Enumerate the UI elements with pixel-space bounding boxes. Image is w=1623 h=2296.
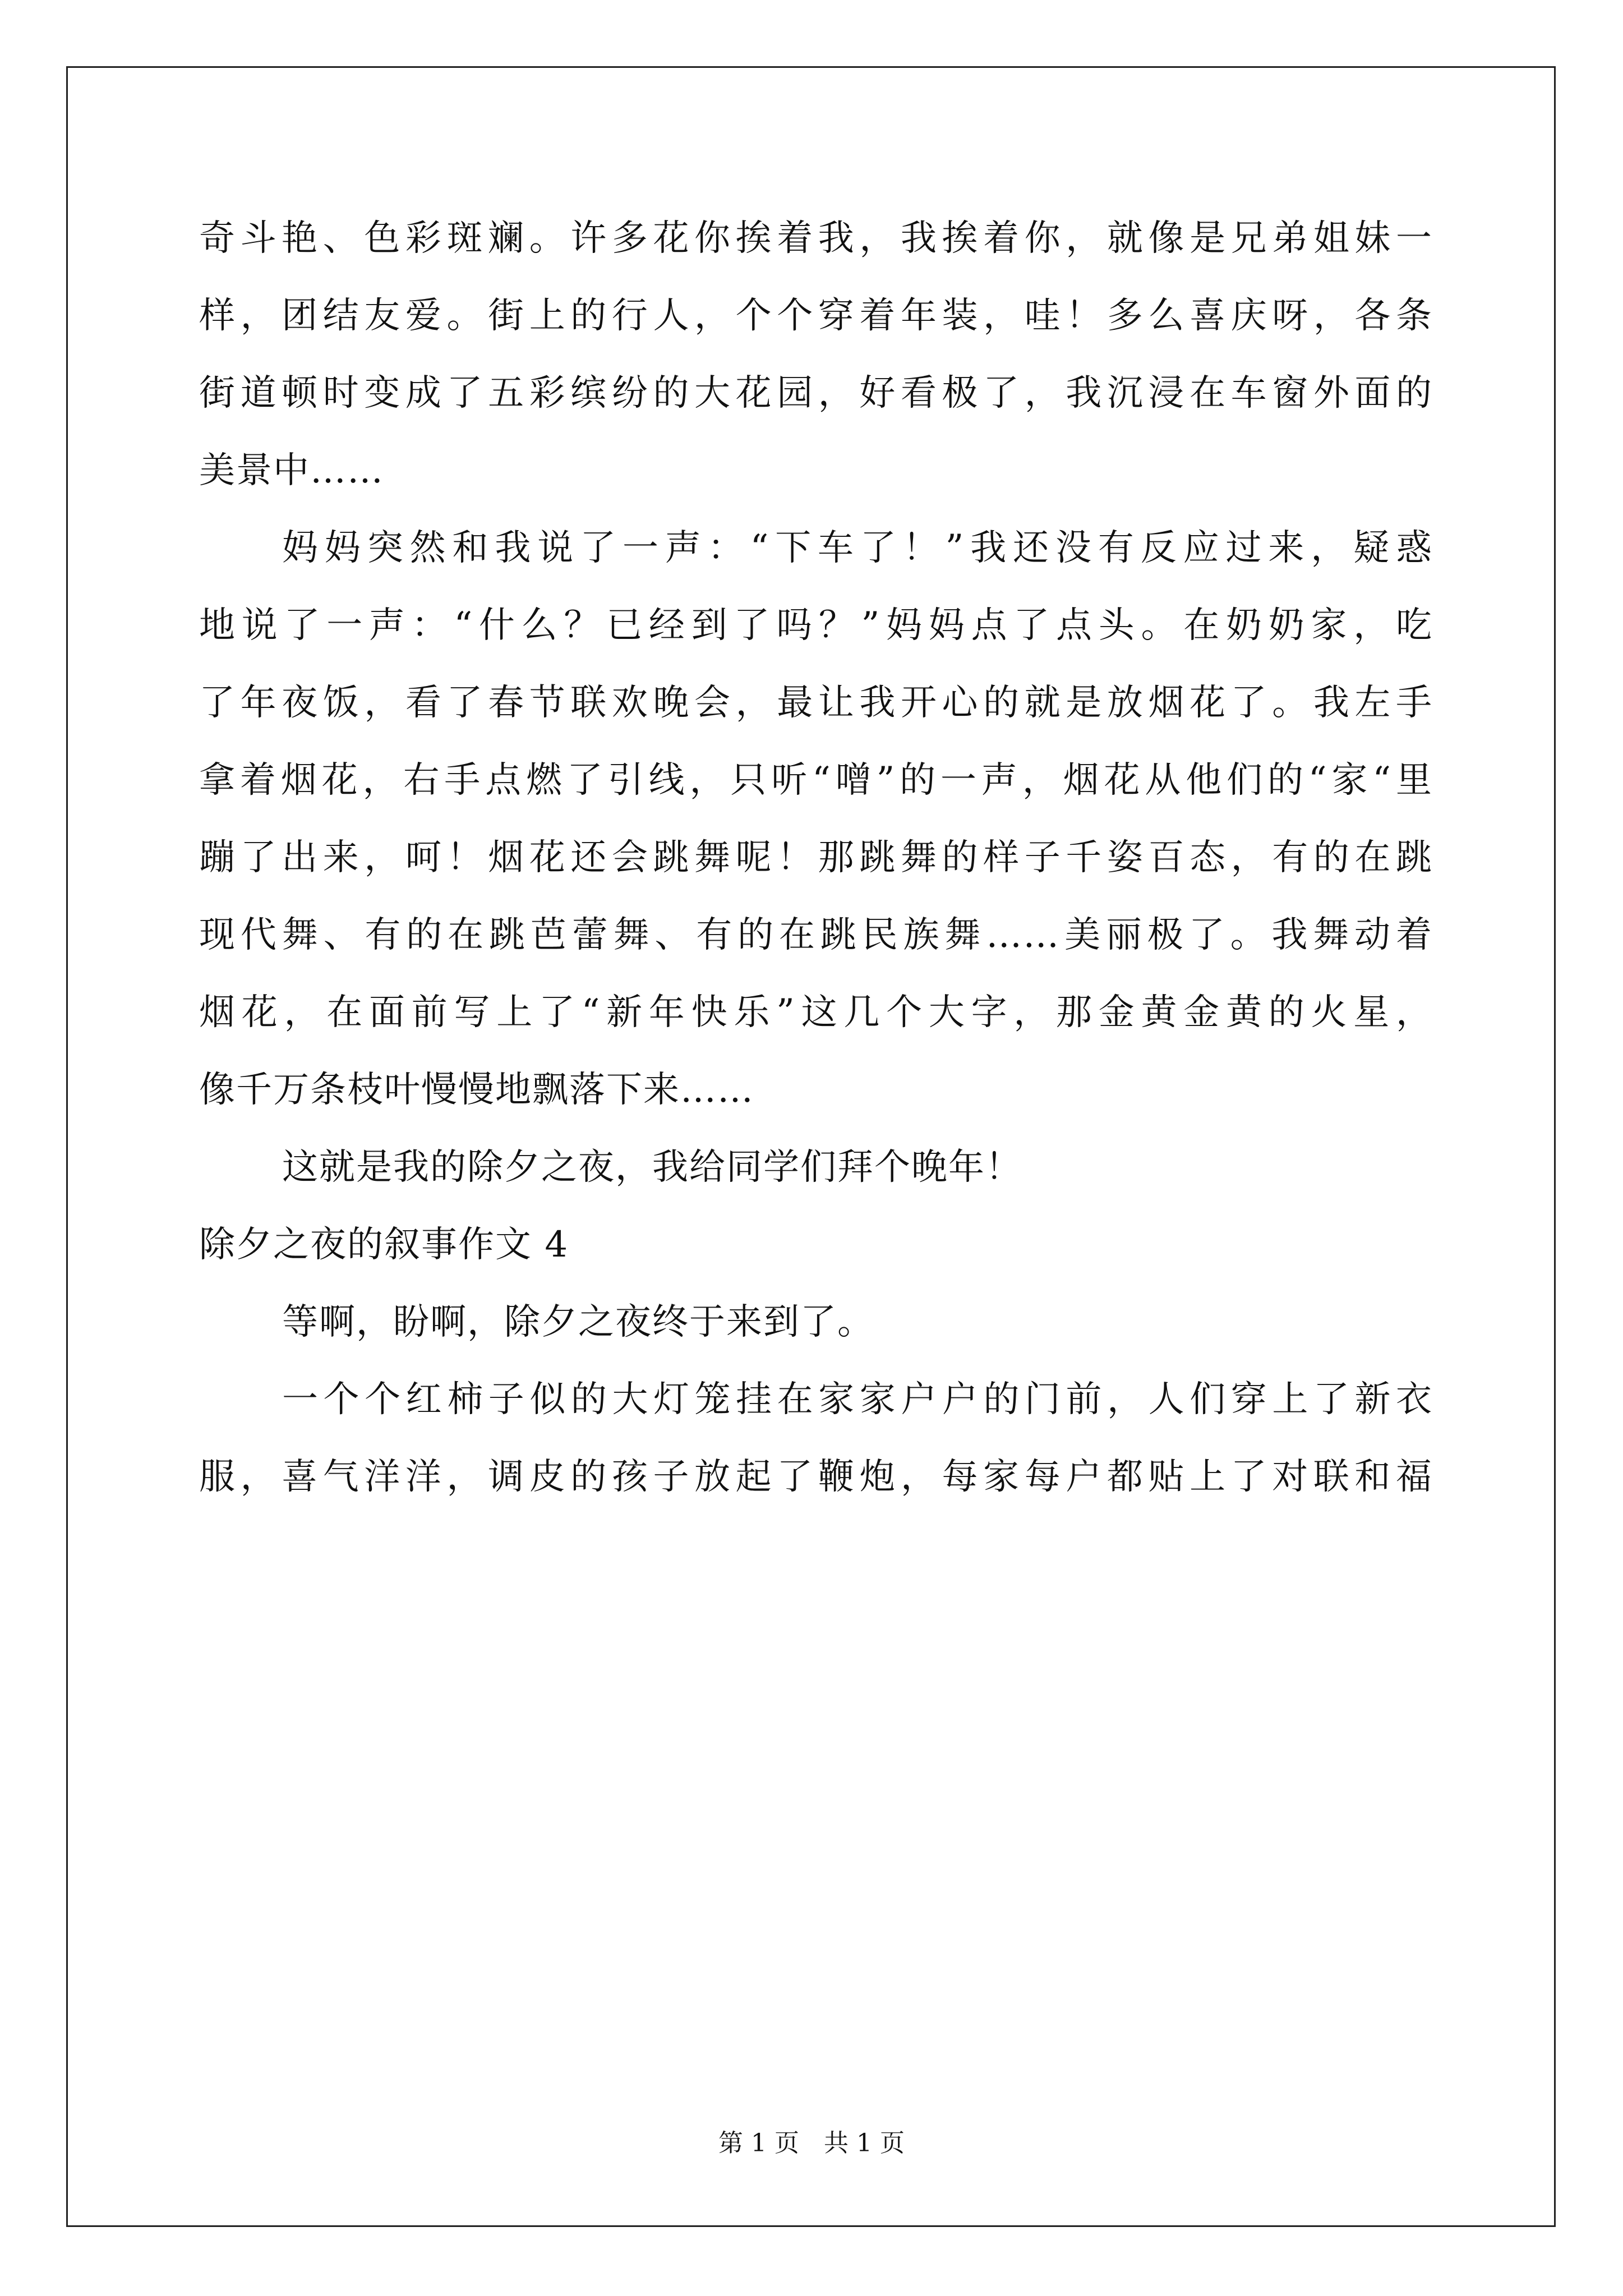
paragraph-line: 奇斗艳、色彩斑斓。许多花你挨着我，我挨着你，就像是兄弟姐妹一: [199, 218, 1433, 259]
paragraph-line: 地说了一声：“什么？已经到了吗？”妈妈点了点头。在奶奶家，吃: [199, 605, 1433, 646]
paragraph-line: 一个个红柿子似的大灯笼挂在家家户户的门前，人们穿上了新衣: [282, 1379, 1433, 1420]
paragraph-line: 这就是我的除夕之夜，我给同学们拜个晚年！: [282, 1147, 1022, 1188]
page-number-footer: 第 1 页 共 1 页: [718, 2129, 905, 2157]
paragraph-line: 像千万条枝叶慢慢地飘落下来……: [199, 1069, 754, 1111]
paragraph-line: 烟花，在面前写上了“新年快乐”这几个大字，那金黄金黄的火星，: [199, 992, 1433, 1033]
paragraph-line: 妈妈突然和我说了一声：“下车了！”我还没有反应过来，疑惑: [282, 527, 1433, 569]
paragraph-line: 街道顿时变成了五彩缤纷的大花园，好看极了，我沉浸在车窗外面的: [199, 372, 1433, 414]
paragraph-line: 了年夜饭，看了春节联欢晚会，最让我开心的就是放烟花了。我左手: [199, 682, 1433, 724]
paragraph-line: 现代舞、有的在跳芭蕾舞、有的在跳民族舞……美丽极了。我舞动着: [199, 914, 1433, 956]
paragraph-line: 蹦了出来，呵！烟花还会跳舞呢！那跳舞的样子千姿百态，有的在跳: [199, 837, 1433, 878]
section-heading: 除夕之夜的叙事作文 4: [199, 1224, 569, 1266]
paragraph-line: 等啊，盼啊，除夕之夜终于来到了。: [282, 1301, 874, 1343]
paragraph-line: 服，喜气洋洋，调皮的孩子放起了鞭炮，每家每户都贴上了对联和福: [199, 1456, 1433, 1498]
paragraph-line: 样，团结友爱。街上的行人，个个穿着年装，哇！多么喜庆呀，各条: [199, 295, 1433, 337]
paragraph-line: 拿着烟花，右手点燃了引线，只听“噌”的一声，烟花从他们的“家“里: [199, 760, 1433, 801]
paragraph-line: 美景中……: [199, 450, 384, 491]
